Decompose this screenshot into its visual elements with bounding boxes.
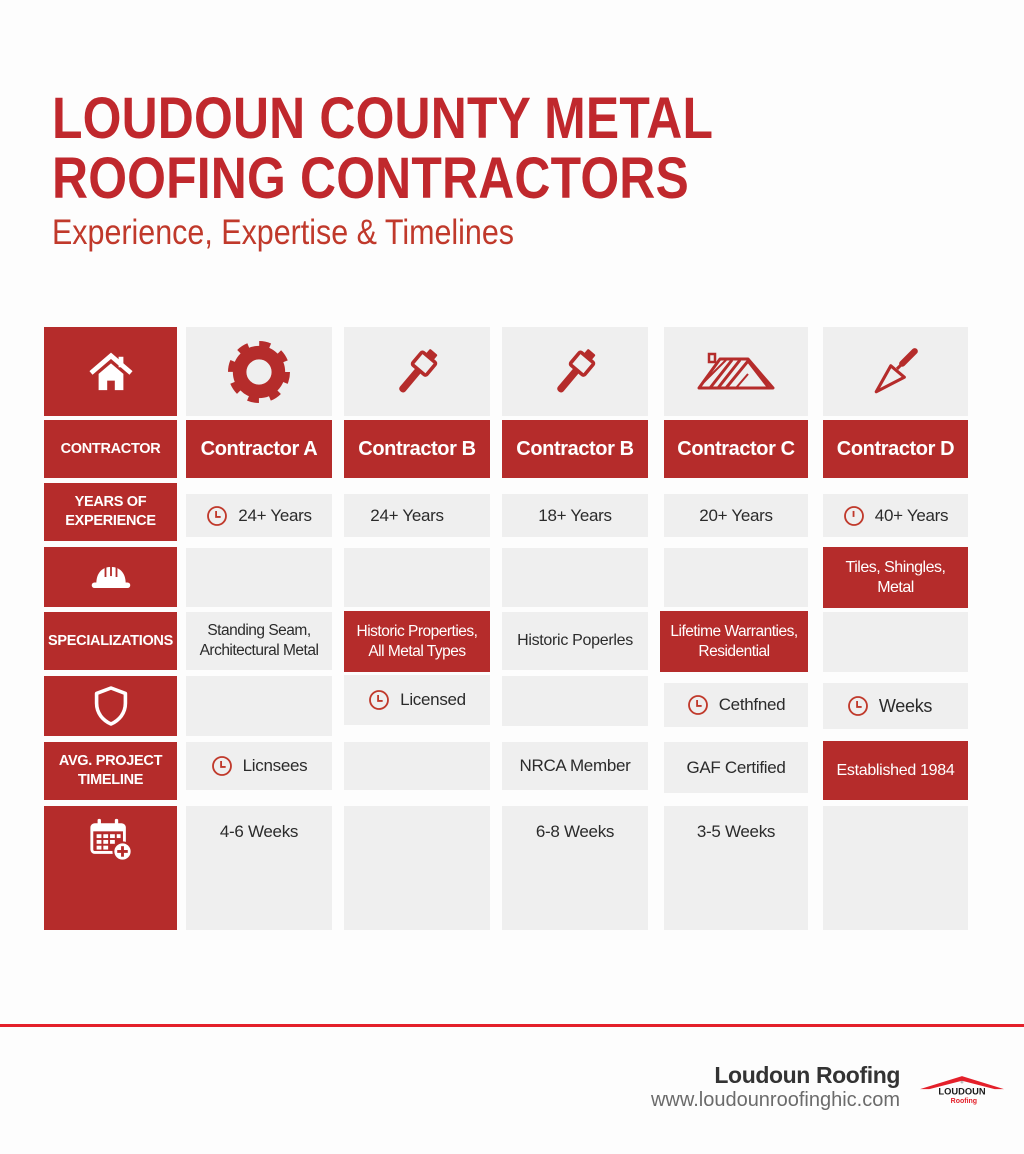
specialization-text: Architectural Metal	[199, 642, 319, 659]
contractor-b2-timeline-cell	[502, 806, 648, 930]
row-label-years-of-experience	[44, 483, 177, 541]
specialization-text: Standing Seam,	[207, 622, 311, 639]
contractor-d-years-cell	[823, 494, 968, 537]
contractor-name: Contractor A	[200, 437, 318, 460]
contractor-d-empty-cell	[823, 806, 968, 930]
years-value: 24+ Years	[370, 505, 444, 525]
credential-value: GAF Certified	[686, 757, 786, 777]
clock-icon	[847, 695, 869, 717]
contractor-name: Contractor C	[677, 437, 795, 460]
contractor-d-name-cell	[823, 420, 968, 478]
calendar-plus-icon	[88, 816, 134, 862]
years-value: 40+ Years	[874, 505, 949, 525]
contractor-b-license-cell	[344, 675, 490, 725]
contractor-a-credential-cell	[186, 742, 332, 790]
clock-icon	[368, 689, 390, 711]
company-name: Loudoun Roofing	[714, 1062, 900, 1088]
timeline-value: 6-8 Weeks	[535, 822, 615, 841]
house-icon	[88, 352, 134, 392]
row-label-contractor	[44, 420, 177, 478]
row-label-text: AVG. PROJECT	[58, 753, 163, 769]
contractor-b2-empty-cell	[502, 548, 648, 607]
row-label-hard-hat	[44, 547, 177, 607]
trowel-icon	[870, 346, 922, 398]
logo-sub: Roofing	[950, 1098, 978, 1106]
clock-icon	[206, 505, 228, 527]
contractor-d-materials-cell	[823, 547, 968, 608]
hammer-icon	[546, 343, 604, 401]
contractor-b2-name-cell	[502, 420, 648, 478]
contractor-b-empty-cell	[344, 806, 490, 930]
row-label-text: TIMELINE	[77, 772, 144, 788]
clock-icon	[211, 755, 233, 777]
materials-text: Tiles, Shingles,	[845, 558, 946, 576]
contractor-a-years-cell	[186, 494, 332, 537]
logo-word: LOUDOUN	[938, 1086, 986, 1097]
timeline-value: 3-5 Weeks	[696, 822, 776, 841]
roof-icon	[696, 352, 776, 392]
row-label-text: CONTRACTOR	[60, 440, 161, 457]
specialization-text: Historic Properties,	[356, 622, 478, 640]
specialization-text: Historic Poperles	[517, 632, 633, 649]
subtitle: Experience, Expertise & Timelines	[52, 213, 515, 252]
certification-value: Cethfned	[718, 695, 786, 714]
established-value: Established 1984	[836, 761, 955, 779]
contractor-a-timeline-cell	[186, 806, 332, 930]
company-url: www.loudounroofinghic.com	[650, 1089, 900, 1111]
contractor-d-established-cell	[823, 741, 968, 800]
contractor-d-empty-cell	[823, 612, 968, 672]
row-label-calendar	[44, 806, 177, 930]
contractor-d-duration-cell	[823, 683, 968, 729]
row-label-specializations	[44, 612, 177, 670]
shield-icon	[93, 685, 129, 727]
contractor-a-empty-cell	[186, 548, 332, 607]
credential-value: Licnsees	[242, 756, 308, 775]
contractor-a-specializations-cell	[186, 612, 332, 670]
row-label-text: SPECIALIZATIONS	[48, 632, 173, 649]
license-value: Licensed	[400, 690, 466, 709]
timeline-value: 4-6 Weeks	[219, 822, 299, 841]
contractor-b-empty-cell	[344, 548, 490, 607]
hard-hat-icon	[89, 563, 133, 591]
contractor-b-years-cell	[344, 494, 490, 537]
row-label-text: YEARS OF	[74, 494, 147, 510]
clock-icon	[687, 694, 709, 716]
contractor-name: Contractor D	[836, 437, 955, 460]
duration-value: Weeks	[878, 696, 933, 716]
contractor-b-icon-cell	[344, 327, 490, 416]
contractor-a-icon-cell	[186, 327, 332, 416]
logo-mark: ®	[960, 1080, 964, 1085]
materials-text: Metal	[877, 578, 914, 596]
contractor-a-empty-cell	[186, 676, 332, 736]
contractor-b2-empty-cell	[502, 676, 648, 726]
contractor-b-specializations-cell	[344, 611, 490, 672]
contractor-c-empty-cell	[664, 548, 808, 607]
title-line-2: ROOFING CONTRACTORS	[52, 146, 689, 211]
contractor-b2-credential-cell	[502, 742, 648, 790]
contractor-c-icon-cell	[664, 327, 808, 416]
contractor-name: Contractor B	[358, 437, 476, 460]
contractor-b-name-cell	[344, 420, 490, 478]
credential-value: NRCA Member	[519, 756, 631, 775]
contractor-c-timeline-cell	[664, 806, 808, 930]
row-label-text: EXPERIENCE	[65, 513, 156, 529]
contractor-c-credential-cell	[664, 742, 808, 793]
contractor-b2-specializations-cell	[502, 612, 648, 670]
contractor-c-years-cell	[664, 494, 808, 537]
contractor-b2-icon-cell	[502, 327, 648, 416]
years-value: 18+ Years	[538, 505, 612, 525]
contractor-name: Contractor B	[516, 437, 634, 460]
specialization-text: Lifetime Warranties,	[670, 622, 798, 640]
clock-icon	[843, 505, 865, 527]
gear-icon	[228, 341, 290, 403]
title-line-1: LOUDOUN COUNTY METAL	[52, 86, 714, 151]
contractor-c-specializations-cell	[660, 611, 808, 672]
specialization-text: All Metal Types	[368, 642, 466, 660]
row-label-icon-cell	[44, 327, 177, 416]
contractor-c-name-cell	[664, 420, 808, 478]
years-value: 24+ Years	[238, 505, 312, 525]
years-value: 20+ Years	[699, 505, 773, 525]
contractor-a-name-cell	[186, 420, 332, 478]
specialization-text: Residential	[698, 642, 770, 660]
contractor-b2-years-cell	[502, 494, 648, 537]
contractor-b-empty-cell	[344, 742, 490, 790]
hammer-icon	[388, 343, 446, 401]
row-label-shield	[44, 676, 177, 736]
footer-branding	[651, 1062, 900, 1112]
company-logo	[920, 1074, 1004, 1108]
contractor-c-certification-cell	[664, 683, 808, 727]
footer-divider	[0, 1024, 1024, 1027]
contractor-d-icon-cell	[823, 327, 968, 416]
row-label-avg-project-timeline	[44, 742, 177, 800]
